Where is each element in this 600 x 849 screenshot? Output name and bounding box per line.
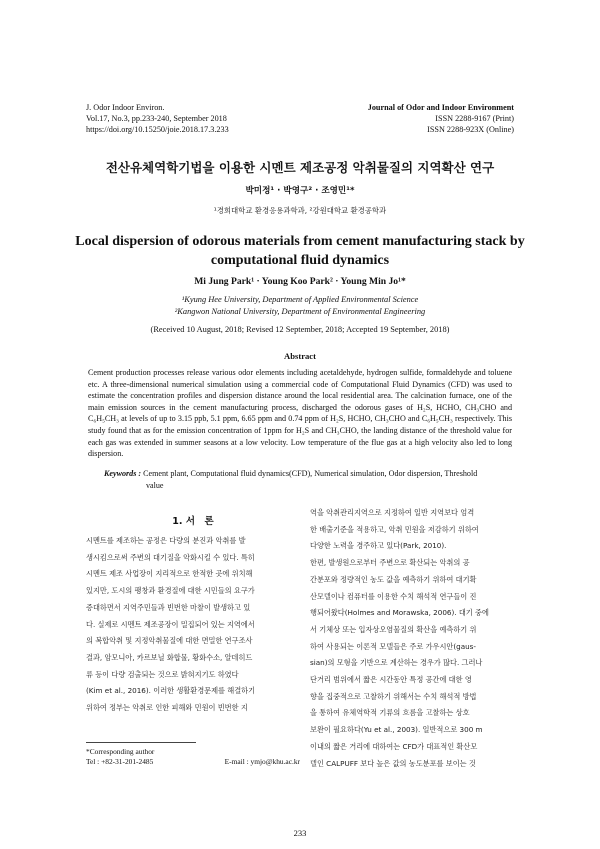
body-text-line: 이내의 짧은 거리에 대하여는 CFD가 대표적인 확산모 xyxy=(310,741,478,751)
issn-online: ISSN 2288-923X (Online) xyxy=(427,125,514,134)
abstract-heading: Abstract xyxy=(284,351,316,361)
tel-number: Tel : +82-31-201-2485 xyxy=(86,757,154,766)
korean-title: 전산유체역학기법을 이용한 시멘트 제조공정 악취물질의 지역확산 연구 xyxy=(105,160,495,175)
body-column-right xyxy=(310,505,524,772)
body-text-line: 보완이 필요하다(Yu et al., 2003). 일반적으로 300 m xyxy=(310,725,483,735)
body-text-line: 시멘트를 제조하는 공정은 다량의 분진과 악취를 발 xyxy=(86,536,246,545)
body-text-line: 단거리 범위에서 짧은 시간동안 특정 공간에 대한 영 xyxy=(310,675,472,685)
body-text-line: 다. 실제로 시멘트 제조공장이 밀집되어 있는 지역에서 xyxy=(86,619,255,629)
volume-info: Vol.17, No.3, pp.233-240, September 2018 xyxy=(86,114,227,123)
keywords-text-cont: value xyxy=(146,480,164,490)
korean-affiliation: ¹경희대학교 환경응용과학과, ²강원대학교 환경공학과 xyxy=(213,206,387,215)
footnote xyxy=(86,747,300,767)
body-text-line: 결과, 암모니아, 카르보닐 화합물, 황화수소, 알데히드 xyxy=(86,652,253,662)
affiliation-line: ¹Kyung Hee University, Department of Applied Environmental Science xyxy=(181,295,419,304)
body-text-line: 산모델이나 컴퓨터를 이용한 수치 해석적 연구들이 진 xyxy=(310,591,477,601)
footnote-rule xyxy=(86,742,196,743)
english-affiliation xyxy=(60,294,540,318)
body-column-left xyxy=(86,533,300,717)
email-address[interactable]: E-mail : ymjo@khu.ac.kr xyxy=(224,757,300,766)
affiliation-line: ²Kangwon National University, Department of Environmental Engineering xyxy=(174,307,426,316)
corresponding-author-note: *Corresponding author xyxy=(86,747,155,756)
journal-name: Journal of Odor and Indoor Environment xyxy=(367,103,514,112)
body-text-line: 다양한 노력을 경주하고 있다(Park, 2010). xyxy=(310,541,447,551)
issn-print: ISSN 2288-9167 (Print) xyxy=(435,114,514,123)
body-text-line: (Kim et al., 2016). 이러한 생활환경문제를 해결하기 xyxy=(86,686,256,696)
body-text-line: 향을 집중적으로 고찰하기 위해서는 수치 해석적 방법 xyxy=(310,691,477,701)
body-text-line: sian)의 모형을 기반으로 계산하는 경우가 많다. 그러나 xyxy=(310,658,483,668)
english-title: Local dispersion of odorous materials from cement manufacturing stack by computational fluid dynamics xyxy=(75,234,525,268)
body-text-line: 류 등이 다량 검출되는 것으로 밝혀지기도 하였다 xyxy=(86,669,239,679)
body-text-line: 하여 사용되는 이론적 모델들은 주로 가우시안(gaus- xyxy=(310,641,477,651)
keywords xyxy=(104,468,524,491)
journal-header-right xyxy=(274,102,514,135)
body-text-line: 서 기체상 또는 입자상오염물질의 확산을 예측하기 위 xyxy=(310,624,477,634)
english-authors: Mi Jung Park¹ · Young Koo Park² · Young Min Jo¹* xyxy=(194,276,406,287)
body-text-line: 한 배출기준을 적용하고, 악취 민원을 저감하기 위하여 xyxy=(310,524,479,534)
page-number: 233 xyxy=(293,828,307,838)
body-text-line: 위하여 정부는 악취로 인한 피해와 민원이 빈번한 지 xyxy=(86,703,248,713)
body-text-line: 한편, 발생원으로부터 주변으로 확산되는 악취의 공 xyxy=(310,558,470,568)
korean-authors: 박미정¹ · 박영구² · 조영민¹* xyxy=(245,186,355,196)
received-dates: (Received 10 August, 2018; Revised 12 September, 2018; Accepted 19 September, 2018) xyxy=(150,325,450,334)
body-text-line: 의 복합악취 및 지정악취물질에 대한 면밀한 연구조사 xyxy=(86,636,253,646)
body-text-line: 시멘트 제조 사업장이 지리적으로 한적한 곳에 위치해 xyxy=(86,569,253,579)
section-title: 1. 서 론 xyxy=(172,516,214,527)
keywords-text: Cement plant, Computational fluid dynamics(CFD), Numerical simulation, Odor dispersion, Threshold xyxy=(143,469,478,478)
journal-abbrev: J. Odor Indoor Environ. xyxy=(86,103,165,112)
body-text-line: 증대하면서 지역주민들과 빈번한 마찰이 발생하고 있 xyxy=(86,602,251,612)
body-text-line: 역을 악취관리지역으로 지정하여 일반 지역보다 엄격 xyxy=(310,508,475,517)
body-text-line: 행되어왔다(Holmes and Morawska, 2006). 대기 중에 xyxy=(310,608,489,618)
abstract-text: Cement production processes release various odor elements including acetaldehyde, hydrogen sulfide, formaldehyde and toluene etc. A three-dimensional numerical simulation using a commercial code of Computational Fluid Dynamics (CFD) was used to estimate the concentration profiles and dispersion distance around the local residential area. The calcination furnace, one of the main emission sources in the cement manufacturing process, discharged the odorous gases of H₂S, HCHO, CH₃CHO and C₆H₅CH₃ at levels of up to 3.15 ppb, 5.1 ppm, 6.65 ppm and 0.74 ppm of H₂S, HCHO, CH₃CHO and C₆H₅CH₃ respectively. This study found that as for the emission concentration of 1ppm for H₂S and CH₃CHO, the landing distance of the threshold value for each gas was extended in summer seasons at a low velocity. Low temperature of the flue gas at a high velocity also led to long dispersion. xyxy=(88,368,512,459)
body-text-line: 있지만, 도시의 팽창과 환경질에 대한 시민들의 요구가 xyxy=(86,586,255,596)
keywords-label: Keywords : xyxy=(104,469,142,478)
body-text-line: 간분포와 정량적인 농도 값을 예측하기 위하여 대기확 xyxy=(310,574,477,584)
body-text-line: 생시킴으로써 주변의 대기질을 악화시킬 수 있다. 특히 xyxy=(86,552,255,562)
body-text-line: 을 통하여 유체역학적 기류의 흐름을 고찰하는 상호 xyxy=(310,708,470,718)
doi-link[interactable]: https://doi.org/10.15250/joie.2018.17.3.233 xyxy=(86,125,229,134)
body-text-line: 델인 CALPUFF 보다 높은 값의 농도분포를 보이는 것 xyxy=(310,758,476,768)
